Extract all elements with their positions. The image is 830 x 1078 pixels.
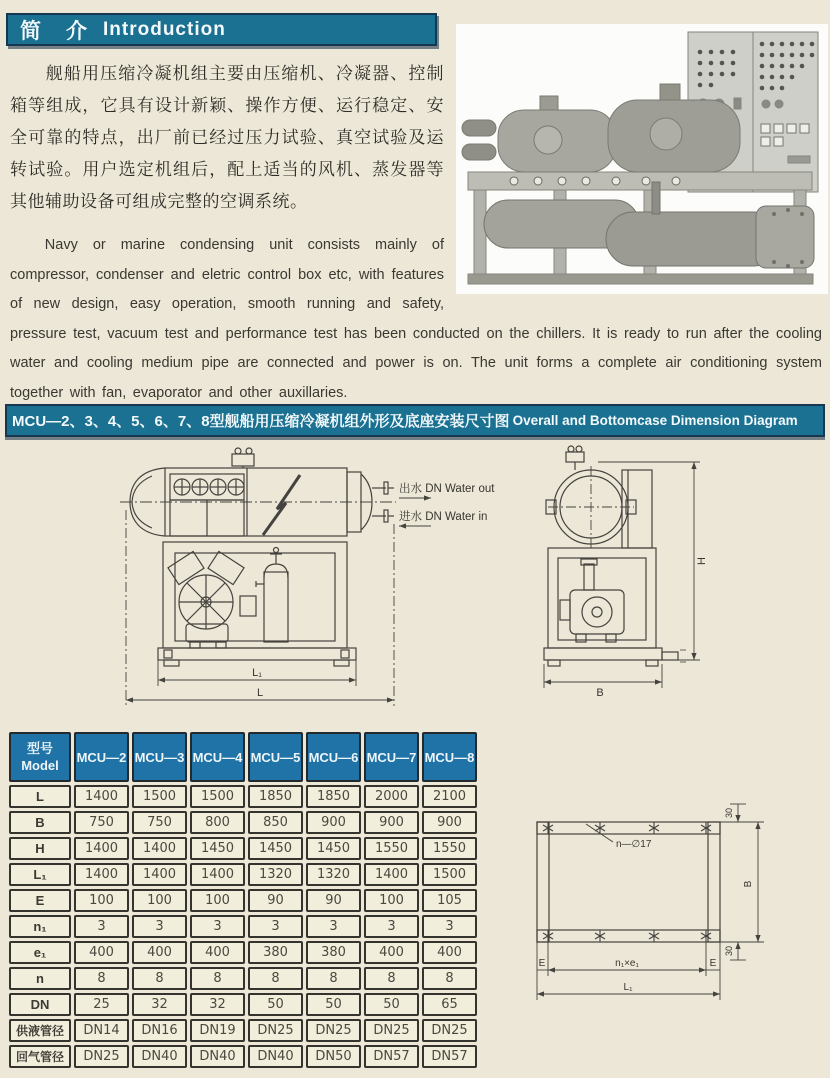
row-label-cell: 供液管径 — [9, 1019, 71, 1042]
intro-title-en: Introduction — [103, 18, 226, 40]
value-cell: DN25 — [364, 1019, 419, 1042]
value-cell: 1850 — [306, 785, 361, 808]
value-cell: 750 — [74, 811, 129, 834]
value-cell: 8 — [306, 967, 361, 990]
table-row — [9, 811, 477, 834]
row-label-cell: L₁ — [9, 863, 71, 886]
side-dim-h-label: H — [696, 557, 708, 565]
model-column-header: MCU—3 — [132, 732, 187, 782]
value-cell: 1320 — [248, 863, 303, 886]
value-cell: 90 — [306, 889, 361, 912]
base-dim-30-top: 30 — [724, 807, 734, 819]
value-cell: 8 — [364, 967, 419, 990]
value-cell: 8 — [248, 967, 303, 990]
value-cell: 32 — [190, 993, 245, 1016]
value-cell: 1450 — [248, 837, 303, 860]
value-cell: 900 — [306, 811, 361, 834]
table-row — [9, 941, 477, 964]
base-dim-e-right: E — [709, 958, 717, 969]
value-cell: 1320 — [306, 863, 361, 886]
row-label-cell: DN — [9, 993, 71, 1016]
table-row — [9, 1019, 477, 1042]
value-cell: 800 — [190, 811, 245, 834]
value-cell: 900 — [364, 811, 419, 834]
value-cell: 1400 — [132, 863, 187, 886]
value-cell: 1500 — [132, 785, 187, 808]
value-cell: 1400 — [74, 863, 129, 886]
value-cell: 1550 — [364, 837, 419, 860]
value-cell: 100 — [364, 889, 419, 912]
table-row — [9, 915, 477, 938]
base-dim-b-label: B — [743, 880, 754, 888]
row-label-cell: B — [9, 811, 71, 834]
row-label-cell: n — [9, 967, 71, 990]
model-column-header: MCU—8 — [422, 732, 477, 782]
value-cell: 1400 — [74, 837, 129, 860]
base-dim-e-left: E — [538, 958, 546, 969]
value-cell: DN25 — [306, 1019, 361, 1042]
section-title-bar — [5, 404, 825, 437]
intro-title-bar — [6, 13, 437, 46]
value-cell: 380 — [306, 941, 361, 964]
bolt-holes-label: n—∅17 — [616, 839, 652, 850]
value-cell: 1400 — [190, 863, 245, 886]
value-cell: 1450 — [190, 837, 245, 860]
value-cell: 1400 — [364, 863, 419, 886]
row-label-cell: E — [9, 889, 71, 912]
section-title-zh: MCU—2、3、4、5、6、7、8型舰船用压缩冷凝机组外形及底座安装尺寸图 — [12, 413, 510, 430]
model-column-header: MCU—4 — [190, 732, 245, 782]
value-cell: 380 — [248, 941, 303, 964]
dimension-table-wrap — [6, 729, 480, 1071]
value-cell: 400 — [132, 941, 187, 964]
dimension-diagrams — [0, 438, 830, 730]
table-row — [9, 967, 477, 990]
value-cell: DN25 — [422, 1019, 477, 1042]
value-cell: DN57 — [422, 1045, 477, 1068]
table-row — [9, 863, 477, 886]
value-cell: 1500 — [190, 785, 245, 808]
value-cell: 1500 — [422, 863, 477, 886]
value-cell: 1450 — [306, 837, 361, 860]
value-cell: 8 — [190, 967, 245, 990]
front-elevation-diagram — [120, 448, 396, 666]
value-cell: 50 — [306, 993, 361, 1016]
value-cell: 1400 — [74, 785, 129, 808]
value-cell: 100 — [190, 889, 245, 912]
value-cell: DN16 — [132, 1019, 187, 1042]
intro-title-zh: 简 介 — [20, 19, 89, 43]
table-row — [9, 889, 477, 912]
value-cell: 32 — [132, 993, 187, 1016]
base-dim-30-bottom: 30 — [724, 945, 734, 957]
value-cell: 2100 — [422, 785, 477, 808]
row-label-cell: L — [9, 785, 71, 808]
table-row — [9, 993, 477, 1016]
value-cell: 850 — [248, 811, 303, 834]
water-out-label: 出水 DN Water out — [399, 483, 495, 495]
value-cell: 100 — [132, 889, 187, 912]
side-elevation-diagram — [544, 446, 686, 666]
value-cell: 105 — [422, 889, 477, 912]
value-cell: 400 — [74, 941, 129, 964]
row-label-cell: 回气管径 — [9, 1045, 71, 1068]
value-cell: DN25 — [248, 1019, 303, 1042]
row-label-cell: e₁ — [9, 941, 71, 964]
value-cell: 100 — [74, 889, 129, 912]
table-header-row — [9, 732, 477, 782]
table-row — [9, 837, 477, 860]
model-column-header: MCU—2 — [74, 732, 129, 782]
value-cell: 1850 — [248, 785, 303, 808]
model-column-header: MCU—5 — [248, 732, 303, 782]
value-cell: DN40 — [248, 1045, 303, 1068]
value-cell: 3 — [306, 915, 361, 938]
base-dim-l1-label: L₁ — [623, 982, 633, 993]
row-label-cell: H — [9, 837, 71, 860]
table-row — [9, 1045, 477, 1068]
value-cell: DN40 — [190, 1045, 245, 1068]
model-header-cell: 型号 Model — [9, 732, 71, 782]
value-cell: 900 — [422, 811, 477, 834]
value-cell: 2000 — [364, 785, 419, 808]
value-cell: 3 — [190, 915, 245, 938]
value-cell: 3 — [364, 915, 419, 938]
value-cell: 25 — [74, 993, 129, 1016]
intro-text-block — [10, 50, 822, 408]
value-cell: 8 — [422, 967, 477, 990]
section-title-en: Overall and Bottomcase Dimension Diagram — [512, 413, 798, 428]
value-cell: DN19 — [190, 1019, 245, 1042]
dimension-table — [6, 729, 480, 1071]
value-cell: 3 — [74, 915, 129, 938]
photo-spacer — [444, 50, 822, 298]
side-dim-b-label: B — [596, 687, 604, 699]
intro-paragraph-zh: 舰船用压缩冷凝机组主要由压缩机、冷凝器、控制箱等组成，它具有设计新颖、操作方便、运行稳定、安全可靠的特点，出厂前已经过压力试验、真空试验及运转试验。用户选定机组后，配上适当的风机、蒸发器等其他辅助设备可组成完整的空调系统。 — [10, 64, 444, 211]
value-cell: 50 — [248, 993, 303, 1016]
value-cell: 400 — [364, 941, 419, 964]
model-column-header: MCU—6 — [306, 732, 361, 782]
value-cell: 1550 — [422, 837, 477, 860]
value-cell: DN50 — [306, 1045, 361, 1068]
value-cell: 50 — [364, 993, 419, 1016]
row-label-cell: n₁ — [9, 915, 71, 938]
value-cell: 8 — [74, 967, 129, 990]
value-cell: 3 — [132, 915, 187, 938]
value-cell: DN40 — [132, 1045, 187, 1068]
intro-paragraph-en: Navy or marine condensing unit consists mainly of compressor, condenser and eletric control box etc, with features of new design, easy operation, smooth running and safety, pressure test, vacuum test and performance test has been conducted on the chillers. It is ready to run after the cooling water and cooling medium pipe are connected and power is on. The unit forms a complete air conditioning system together with fan, evaporator and other auxillaries. — [10, 237, 822, 401]
value-cell: 400 — [422, 941, 477, 964]
table-row — [9, 785, 477, 808]
value-cell: DN25 — [74, 1045, 129, 1068]
value-cell: 3 — [248, 915, 303, 938]
model-column-header: MCU—7 — [364, 732, 419, 782]
base-plan-diagram — [500, 792, 830, 1020]
value-cell: 400 — [190, 941, 245, 964]
value-cell: DN57 — [364, 1045, 419, 1068]
base-dim-pitch: n₁×e₁ — [615, 958, 639, 969]
value-cell: 65 — [422, 993, 477, 1016]
value-cell: 90 — [248, 889, 303, 912]
front-dim-outer-label: L — [256, 687, 264, 699]
value-cell: DN14 — [74, 1019, 129, 1042]
water-in-label: 进水 DN Water in — [399, 511, 488, 523]
value-cell: 750 — [132, 811, 187, 834]
value-cell: 1400 — [132, 837, 187, 860]
value-cell: 8 — [132, 967, 187, 990]
value-cell: 3 — [422, 915, 477, 938]
front-dim-inner-label: L₁ — [252, 667, 262, 679]
